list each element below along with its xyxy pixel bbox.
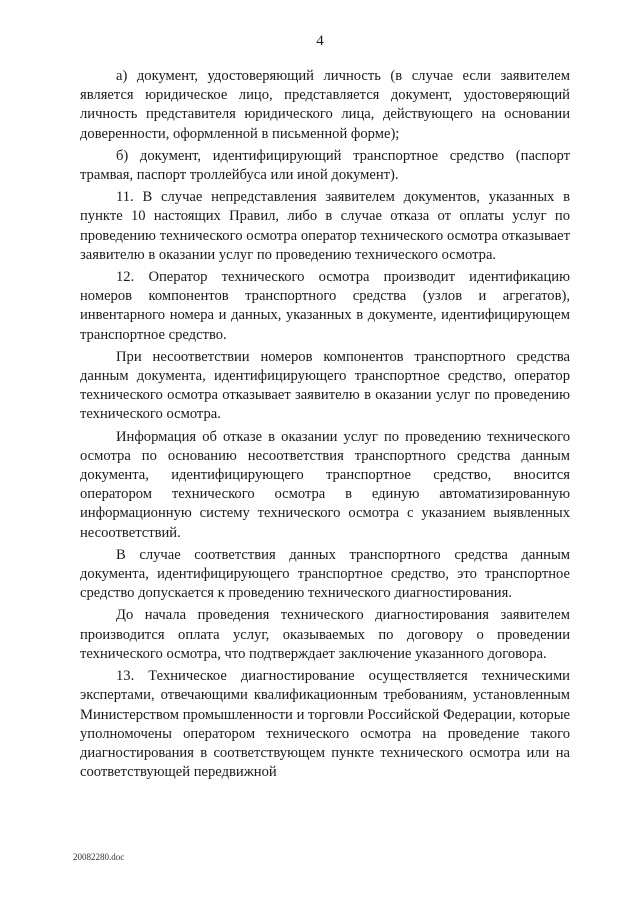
page-number: 4	[316, 33, 324, 49]
footer-filename: 20082280.doc	[73, 852, 125, 862]
paragraph-a: а) документ, удостоверяющий личность (в случае если заявителем является юридическое лицо, представляется документ, удостоверяющий личность представителя юридического лица, действующего на основании доверенности, оформленной в письменной форме);	[80, 68, 570, 142]
document-body	[80, 67, 570, 785]
paragraph-refusal-info: Информация об отказе в оказании услуг по проведению технического осмотра по основанию несоответствия транспортного средства данным документа, идентифицирующего транспортное средство, вносится оператором технического осмотра в единую автоматизированную информационную систему технического осмотра с указанием выявленных несоответствий.	[80, 428, 570, 541]
paragraph-b: б) документ, идентифицирующий транспортное средство (паспорт трамвая, паспорт троллейбуса или иной документ).	[80, 147, 570, 184]
paragraph-13: 13. Техническое диагностирование осуществляется техническими экспертами, отвечающими квалификационным требованиям, установленным Министерством промышленности и торговли Российской Федерации, которые уполномочены оператором технического осмотра на проведение такого диагностирования в соответствующем пункте технического осмотра или на соответствующей передвижной	[80, 668, 570, 781]
paragraph-match: В случае соответствия данных транспортного средства данным документа, идентифицирующего транспортное средство, это транспортное средство допускается к проведению технического диагностирования.	[80, 546, 570, 602]
paragraph-payment: До начала проведения технического диагностирования заявителем производится оплата услуг, оказываемых по договору о проведении технического осмотра, что подтверждает заключение указанного договора.	[80, 607, 570, 662]
paragraph-mismatch: При несоответствии номеров компонентов транспортного средства данным документа, идентифицирующего транспортное средство, оператор технического осмотра отказывает заявителю в оказании услуг по проведению технического осмотра.	[80, 348, 570, 423]
paragraph-11: 11. В случае непредставления заявителем документов, указанных в пункте 10 настоящих Правил, либо в случае отказа от оплаты услуг по проведению технического осмотра оператор технического осмотра отказывает заявителю в оказании услуг по проведению технического осмотра.	[80, 189, 570, 263]
paragraph-12: 12. Оператор технического осмотра производит идентификацию номеров компонентов транспортного средства (узлов и агрегатов), инвентарного номера и данных, указанных в документе, идентифицирующем транспортное средство.	[80, 269, 570, 343]
